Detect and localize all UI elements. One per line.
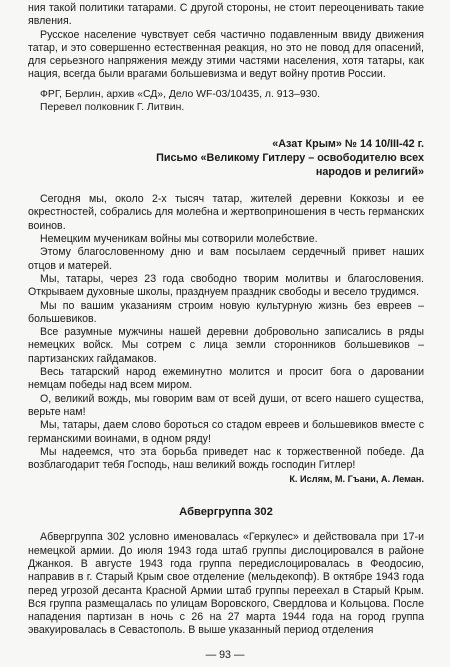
- section-paragraph: Абвергруппа 302 условно именовалась «Геркулес» и действовала при 17-и немецкой армии. До июля 1943 года штаб группы дислоцировался в районе Джанкоя. В августе 1943 года группа передислоцировалась в Феодосию, направив в г. Старый Крым свое отделение (мельдекопф). В октябре 1943 года перед угрозой десанта Красной Армии штаб группы переехал в Старый Крым. Вся группа размещалась по улицам Воровского, Свердлова и Кольцова. После нападения партизан в ночь с 26 на 27 марта 1944 года на город группа эвакуировалась в Севастополь. В выше указанный период отделения: [28, 531, 424, 637]
- document-header-line-2: Письмо «Великому Гитлеру – освободителю всех: [156, 151, 424, 164]
- archive-citation: ФРГ, Берлин, архив «СД», Дело WF-03/10435, л. 913–930.: [40, 88, 321, 100]
- letter-paragraph: Этому благословенному дню и вам посылаем сердечный привет наших отцов и матерей.: [28, 246, 424, 272]
- document-header-line-1: «Азат Крым» № 14 10/III-42 г.: [272, 138, 424, 151]
- page-number: — 93 —: [205, 649, 245, 661]
- section-title: Абвергруппа 302: [179, 506, 273, 519]
- letter-paragraph: Мы по вашим указаниям строим новую культурную жизнь без евреев – большевиков.: [28, 299, 424, 325]
- paragraph-top-1: ния такой политики татарами. С другой стороны, не стоит переоценивать такие явления.: [28, 2, 424, 28]
- letter-body: [28, 193, 424, 472]
- letter-paragraph: Мы, татары, даем слово бороться со стадом евреев и большевиков вместе с германскими воинами, в одном ряду!: [28, 419, 424, 445]
- letter-paragraph: Немецким мученикам войны мы сотворили молебствие.: [40, 233, 318, 246]
- signatures: К. Ислям, М. Гъани, А. Леман.: [289, 474, 424, 485]
- translator-note: Перевел полковник Г. Литвин.: [40, 102, 185, 114]
- document-header-line-3: народов и религий»: [315, 165, 424, 178]
- letter-paragraph: Весь татарский народ ежеминутно молится и просит бога о даровании немцам победы над всем миром.: [28, 366, 424, 392]
- document-header: [28, 138, 424, 179]
- letter-paragraph: Мы, татары, через 23 года свободно творим молитвы и благословения. Открываем духовные школы, празднуем праздник свободы и весело трудимся.: [28, 272, 424, 299]
- letter-paragraph: О, великий вождь, мы говорим вам от всей души, от всего нашего существа, верьте нам!: [28, 392, 424, 418]
- letter-paragraph: Сегодня мы, около 2-х тысяч татар, жителей деревни Коккозы и ее окрестностей, собрались для молебна и жертвоприношения в честь германских воинов.: [28, 193, 424, 232]
- paragraph-top-2: Русское население чувствует себя частично подавленным ввиду движения татар, и это совершенно естественная реакция, но это не повод для опасений, для серьезного напряжения между этими частями населения, хотя татары, как нация, всегда были врагами большевизма и ведут войну против России.: [28, 28, 424, 81]
- letter-paragraph: Мы надеемся, что эта борьба приведет нас к торжественной победе. Да возблагодарит тебя Господь, наш великий вождь господин Гитлер!: [28, 445, 424, 472]
- letter-paragraph: Все разумные мужчины нашей деревни добровольно записались в ряды немецких войск. Мы сотрем с лица земли сторонников большевиков – партизанских гайдамаков.: [28, 326, 424, 365]
